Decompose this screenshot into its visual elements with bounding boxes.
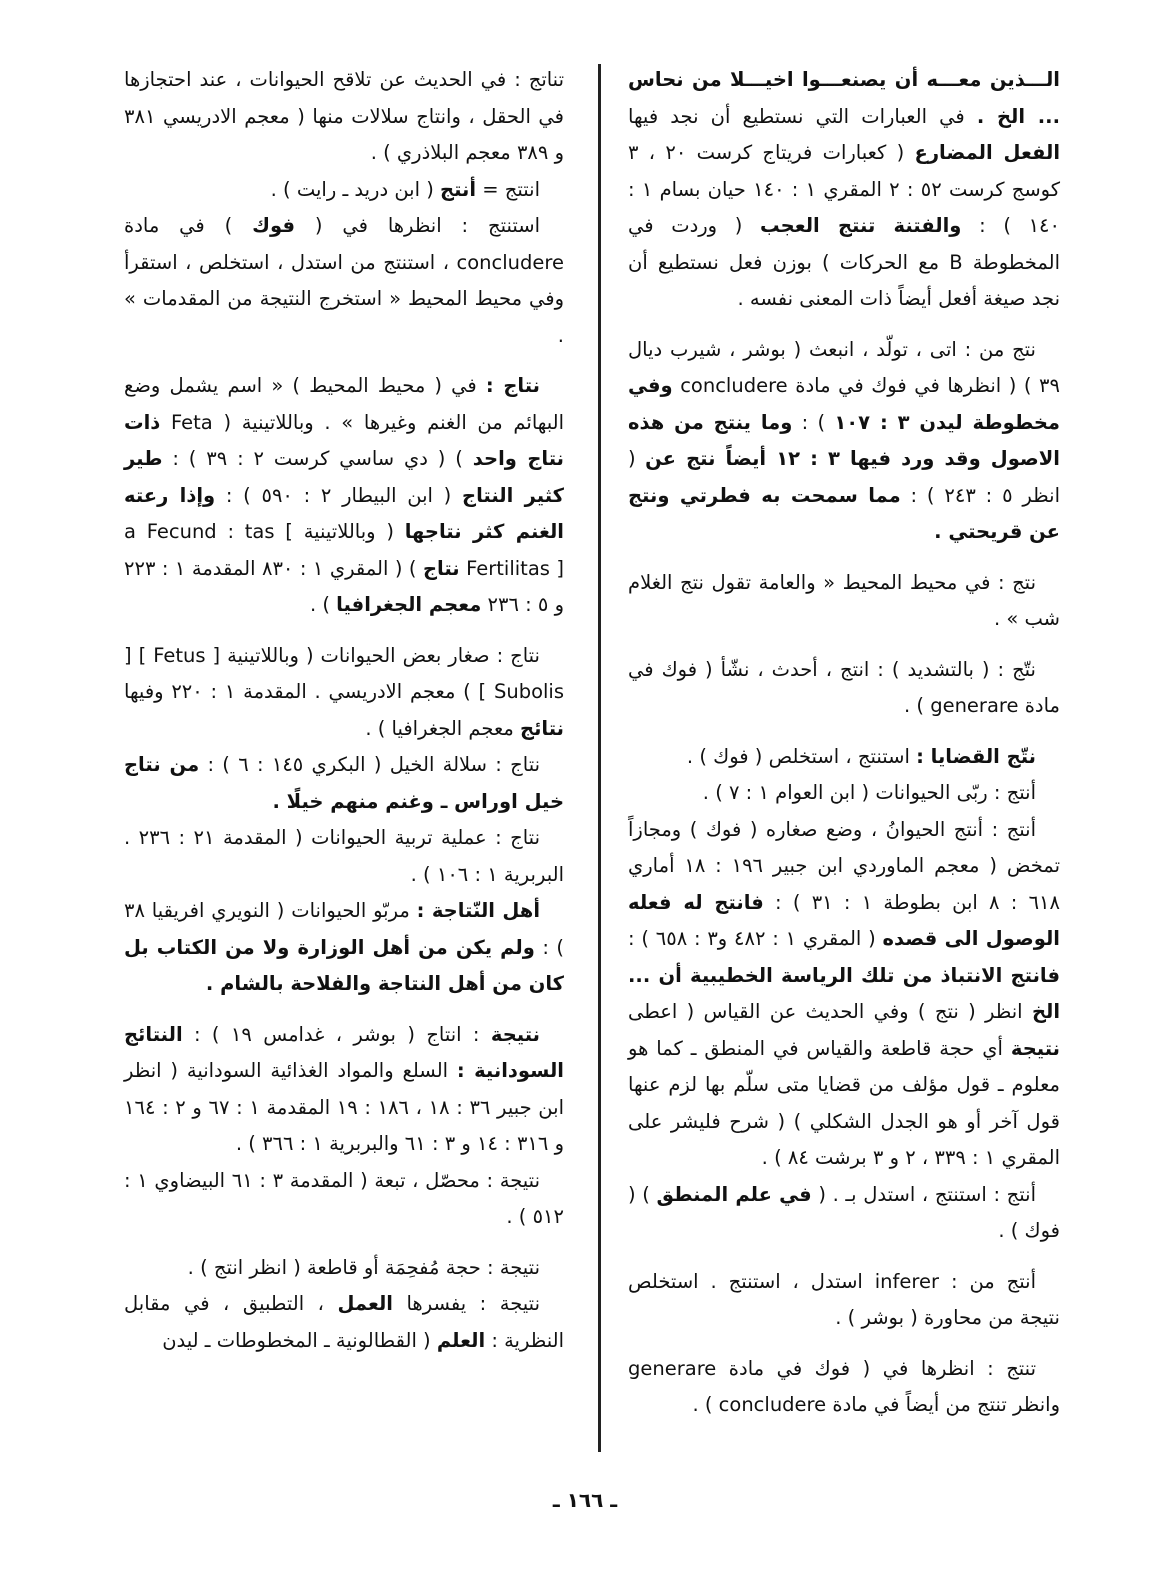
dictionary-entry: أهل النّتاجة : مربّو الحيوانات ( النويري افريقيا ٣٨ ) : ولم يكن من أهل الوزارة ولا من الكتاب بل كان من أهل النتاجة والفلاحة بالشام . bbox=[124, 899, 564, 995]
dictionary-entry: أنتج : ربّى الحيوانات ( ابن العوام ١ : ٧ ) . bbox=[702, 781, 1036, 804]
dictionary-entry: أنتج من : inferer استدل ، استنتج . استخلص نتيجة من محاورة ( بوشر ) . bbox=[628, 1269, 1060, 1329]
page-number: ـ ١٦٦ ـ bbox=[552, 1488, 618, 1512]
dictionary-entry: استنتج : انظرها في ( فوك ) في مادة concludere ، استنتج من استدل ، استخلص ، استقرأ وفي محيط المحيط « استخرج النتيجة من المقدمات » . bbox=[124, 214, 564, 347]
right-column bbox=[628, 62, 1060, 1424]
dictionary-entry: نتيجة : حجة مُفحِمَة أو قاطعة ( انظر انتج ) . bbox=[187, 1255, 540, 1279]
dictionary-entry: انتتج = أنتج ( ابن دريد ـ رايت ) . bbox=[270, 177, 540, 201]
dictionary-entry: نتيجة : محصّل ، تبعة ( المقدمة ٣ : ٦١ البيضاوي ١ : ٥١٢ ) . bbox=[124, 1168, 564, 1228]
dictionary-entry: نتيجة : انتاج ( بوشر ، غدامس ١٩ ) : النتائج السودانية : السلع والمواد الغذائية السودانية ( انظر ابن جبير ٣٦ : ١٨ ، ١٨٦ : ١٩ المقدمة ١ : ٦٧ و ٢ : ١٦٤ و ٣١٦ : ١٤ و ٣ : ٦١ والبربرية ١ : ٣٦٦ ) . bbox=[124, 1022, 564, 1155]
dictionary-entry: نتاج : سلالة الخيل ( البكري ١٤٥ : ٦ ) : من نتاج خيل اوراس ـ وغنم منهم خيلًا . bbox=[124, 753, 564, 813]
dictionary-entry: أنتج : أنتج الحيوانُ ، وضع صغاره ( فوك ) ومجازاً تمخض ( معجم الماوردي ابن جبير ١٩٦ : ١٨ أماري ٦١٨ : ٨ ابن بطوطة ١ : ٣١ ) : فانتج له فعله الوصول الى قصده ( المقري ١ : ٤٨٢ و٣ : ٦٥٨ ) : فانتج الانتباذ من تلك الرياسة الخطيبية أن ... الخ انظر ( نتج ) وفي الحديث عن القياس ( اعطى نتيجة أي حجة قاطعة والقياس في المنطق ـ كما هو معلوم ـ قول مؤلف من قضايا متى سلّم بها لزم عنها قول آخر أو هو الجدل الشكلي ) ( شرح فليشر على المقري ١ : ٣٣٩ ، ٢ و ٣ برشت ٨٤ ) . bbox=[628, 817, 1060, 1169]
dictionary-entry: نتاج : عملية تربية الحيوانات ( المقدمة ٢١ : ٢٣٦ . البربرية ١ : ١٠٦ ) . bbox=[124, 826, 564, 886]
dictionary-entry: نتاج : في ( محيط المحيط ) « اسم يشمل وضع البهائم من الغنم وغيرها » . وباللاتينية ( Feta ذات نتاج واحد ) ( دي ساسي كرست ٢ : ٣٩ ) : طير كثير النتاج ( ابن البيطار ٢ : ٥٩٠ ) : وإذا رعته الغنم كثر نتاجها ( وباللاتينية a Fecund : tas [ Fertilitas ] نتاج ) ( المقري ١ : ٨٣٠ المقدمة ١ : ٢٢٣ و ٥ : ٢٣٦ معجم الجغرافيا ) . bbox=[124, 374, 565, 616]
dictionary-entry: نتاج : صغار بعض الحيوانات ( وباللاتينية [ Fetus ] [ Subolis ] ) معجم الادريسي . المقدمة ١ : ٢٢٠ وفيها نتائج معجم الجغرافيا ) . bbox=[124, 643, 564, 740]
dictionary-entry: نتّج : ( بالتشديد ) : انتج ، أحدث ، نشّأ ( فوك في مادة generare ) . bbox=[628, 657, 1060, 717]
column-divider bbox=[598, 64, 601, 1452]
dictionary-entry: تنتج : انظرها في ( فوك في مادة generare وانظر تنتج من أيضاً في مادة concludere ) . bbox=[628, 1356, 1060, 1416]
dictionary-entry: تناتج : في الحديث عن تلاقح الحيوانات ، عند احتجازها في الحقل ، وانتاج سلالات منها ( معجم الادريسي ٣٨١ و ٣٨٩ معجم البلاذري ) . bbox=[124, 68, 564, 164]
dictionary-entry: الـــذين معـــه أن يصنعـــوا اخيـــلا من نحاس ... الخ . في العبارات التي نستطيع أن نجد فيها الفعل المضارع ( كعبارات فريتاج كرست ٢٠ ، ٣ كوسج كرست ٥٢ : ٢ المقري ١ : ١٤٠ حيان بسام ١ : ١٤٠ ) : والفتنة تنتج العجب ( وردت في المخطوطة B مع الحركات ) بوزن فعل نستطيع أن نجد صيغة أفعل أيضاً ذات المعنى نفسه . bbox=[628, 68, 1061, 310]
dictionary-entry: نتج : في محيط المحيط « والعامة تقول نتج الغلام شب » . bbox=[628, 570, 1060, 630]
dictionary-entry: أنتج : استنتج ، استدل بـ . ( في علم المنطق ) ( فوك ) . bbox=[628, 1182, 1060, 1242]
dictionary-entry: نتّج القضايا : استنتج ، استخلص ( فوك ) . bbox=[686, 744, 1036, 768]
left-column bbox=[124, 62, 564, 1359]
dictionary-entry: نتيجة : يفسرها العمل ، التطبيق ، في مقابل النظرية : العلم ( القطالونية ـ المخطوطات ـ ليدن bbox=[124, 1292, 564, 1352]
dictionary-entry: نتج من : اتى ، تولّد ، انبعث ( بوشر ، شيرب ديال ٣٩ ) ( انظرها في فوك في مادة concludere وفي مخطوطة ليدن ٣ : ١٠٧ ) : وما ينتج من هذه الاصول وقد ورد فيها ٣ : ١٢ أيضاً نتج عن ( انظر ٥ : ٢٤٣ ) : مما سمحت به فطرتي ونتج عن قريحتي . bbox=[628, 337, 1060, 543]
